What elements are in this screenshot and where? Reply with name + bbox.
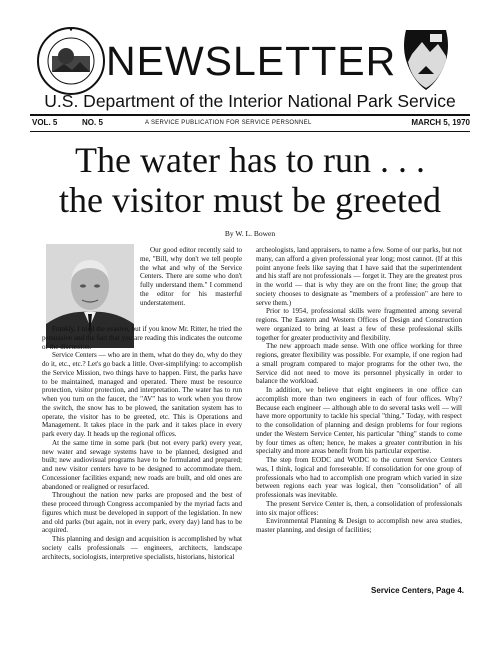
nps-arrowhead-icon <box>400 26 452 92</box>
tagline: A SERVICE PUBLICATION FOR SERVICE PERSONNEL <box>145 120 312 126</box>
paragraph: The present Service Center is, then, a consolidation of professionals into six major offices: <box>256 499 462 517</box>
paragraph: This planning and design and acquisition is accomplished by what society calls professionals — engineers, architects, landscape architects, sociologists, interpretive specialists, historians, historical <box>42 535 242 561</box>
headline-line-1: The water has to run . . . <box>75 140 425 180</box>
article-intro <box>140 246 242 307</box>
paragraph: archeologists, land appraisers, to name a few. Some of our parks, but not many, can afford a given professional year long; most cannot. (If at this point anyone feels like saying that I have said that the superintendent and his staff are not professionals — forget it. They are the greatest pros in the world — that is why they are on the front line; the group that society chooses to designate as "members of a profession" are here to serve them.) <box>256 246 462 307</box>
paragraph: In addition, we believe that eight engineers in one office can accomplish more than two engineers in each of four offices. Why? Because each engineer — although able to do several tasks well — will have more opportunity to tackle his special "thing." Today, with respect to the consolidation of planning and design problems for four regions under the Western Service Center, his particular "thing" stands to come by four times as often; hence, he makes a greater contribution in his specialty and more areas benefit from his particular expertise. <box>256 386 462 456</box>
paragraph: At the same time in some park (but not every park) every year, new water and sewage systems have to be planned, designed and built; new audiovisual programs have to be formulated and prepared; and new visitor centers have to be designed to accommodate them. Concessioner facilities expand; new roads are built, and old ones are abandoned or realigned or resurfaced. <box>42 438 242 491</box>
bottom-rule <box>30 131 470 132</box>
paragraph: The new approach made sense. With one office working for three regions, greater flexibility was possible. For example, if one region had a small program compared to major programs for the other two, the Service did not need to move its personnel physically in order to balance the workload. <box>256 342 462 386</box>
article-column-left <box>42 325 242 561</box>
intro-paragraph: Our good editor recently said to me, "Bill, why don't we tell people the what and why of the Service Centers. There are some who don't fully understand them." I commend the editor for his masterful understatement. <box>140 246 242 307</box>
paragraph: Prior to 1954, professional skills were fragmented among several regions. The Eastern and Western Offices of Design and Construction were organized to bring at least a few of these professional skills together for greater productivity and flexibility. <box>256 307 462 342</box>
continued-link[interactable]: Service Centers, Page 4. <box>371 586 464 595</box>
paragraph: The step from EODC and WODC to the current Service Centers was, I think, logical and foreseeable. If consolidation for one group of professionals who had to accomplish one program which varied in size between regions each year was logical, then "consolidation" of all professionals was inevitable. <box>256 456 462 499</box>
masthead-subtitle: U.S. Department of the Interior National Park Service <box>44 91 456 111</box>
headline <box>18 140 482 220</box>
masthead-title: NEWSLETTER <box>106 38 397 84</box>
paragraph: Frankly, I tried the evasive, but if you know Mr. Ritter, he tried the persuasive and the fact that you are reading this indicates the outcome of the discussion. <box>42 325 242 351</box>
paragraph: Service Centers — who are in them, what do they do, why do they do it, etc., etc.? Let's go back a little. Over-simplifying: to accomplish the Service Mission, two things have to happen. First, the parks have to be maintained, managed and operated. There must be resource protection, visitor protection, and interpretation. The water has to run when you turn on the faucet, the "AV" has to work when you throw the switch, the snow has to be plowed, the sanitation system has to operate, the visitor has to be greeted, etc. This is Operations and Management. It takes place in the park and it takes place in every park every day. It heads up the regional offices. <box>42 351 242 438</box>
issue-bar <box>30 115 470 131</box>
byline: By W. L. Bowen <box>224 229 276 238</box>
headline-line-2: the visitor must be greeted <box>59 180 441 220</box>
issue-number: NO. 5 <box>82 118 103 127</box>
paragraph: Throughout the nation new parks are proposed and the best of these proceed through Congress accompanied by the myriad facts and figures which must be developed in support of the legislation. In new and old parks (but again, not in every park, every day) land has to be acquired. <box>42 491 242 535</box>
volume-label: VOL. 5 <box>32 118 58 127</box>
department-seal-icon <box>36 26 106 96</box>
paragraph: Environmental Planning & Design to accomplish new area studies, master planning, and design of facilities; <box>256 517 462 534</box>
issue-date: MARCH 5, 1970 <box>411 118 470 127</box>
article-column-right <box>256 246 462 535</box>
